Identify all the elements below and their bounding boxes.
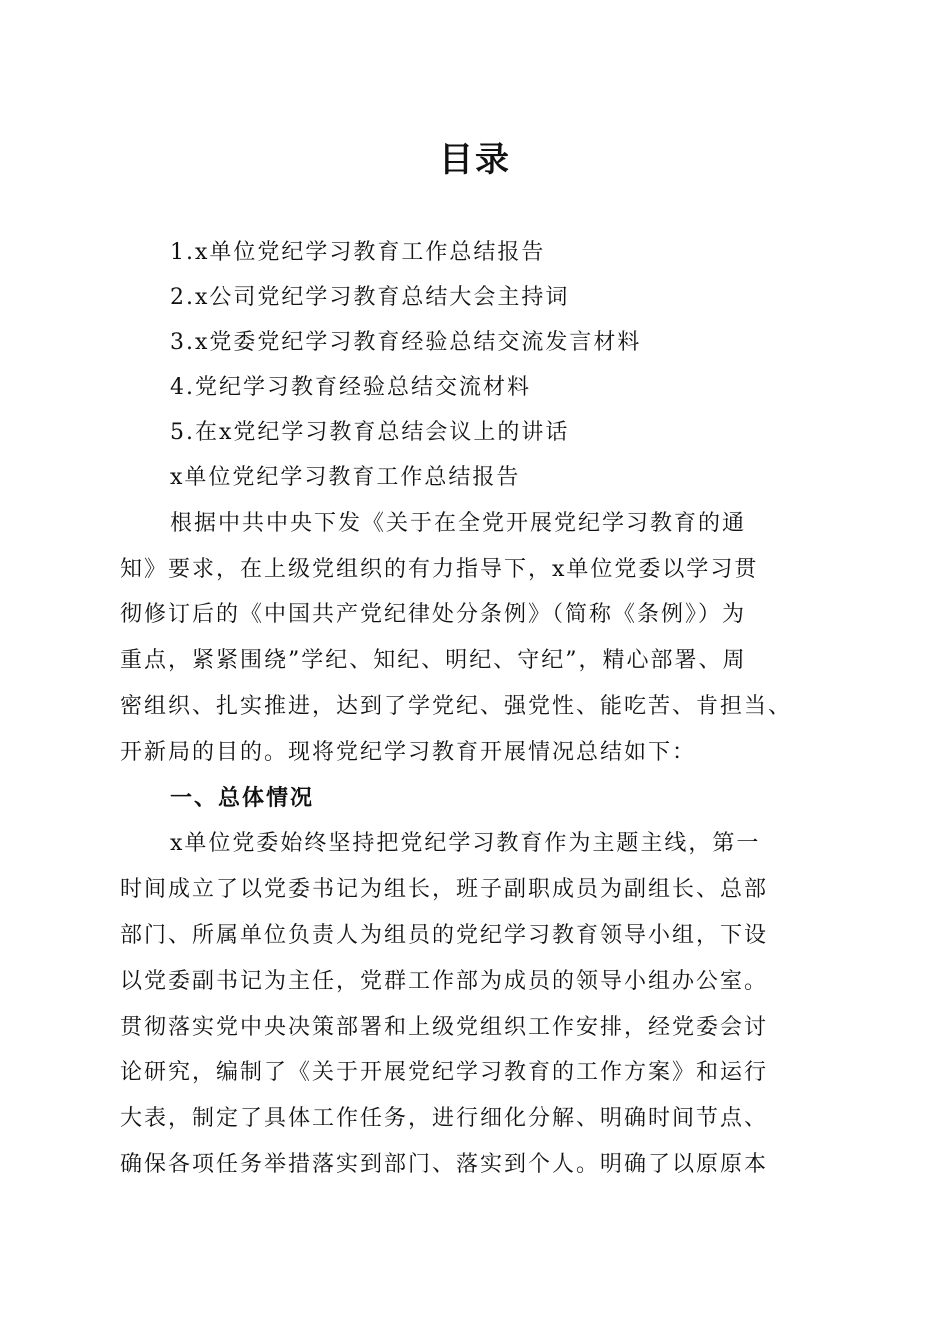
- section-heading: 一、总体情况: [170, 785, 315, 811]
- paragraph-line: 时间成立了以党委书记为组长，班子副职成员为副组长、总部: [120, 877, 769, 903]
- paragraph-line: 论研究，编制了《关于开展党纪学习教育的工作方案》和运行: [120, 1060, 769, 1086]
- toc-item: 4.党纪学习教育经验总结交流材料: [170, 375, 531, 400]
- paragraph-line: 以党委副书记为主任，党群工作部为成员的领导小组办公室。: [120, 968, 769, 994]
- toc-item: 5.在x党纪学习教育总结会议上的讲话: [170, 420, 570, 445]
- paragraph-line: 大表，制定了具体工作任务，进行细化分解、明确时间节点、: [120, 1106, 769, 1132]
- paragraph-line: x单位党委始终坚持把党纪学习教育作为主题主线，第一: [170, 831, 761, 857]
- toc-item: 2.x公司党纪学习教育总结大会主持词: [170, 285, 570, 310]
- paragraph-line: 知》要求，在上级党组织的有力指导下，x单位党委以学习贯: [120, 556, 759, 582]
- article-body: [120, 455, 840, 1188]
- table-of-contents: [170, 230, 870, 455]
- paragraph-line: 根据中共中央下发《关于在全党开展党纪学习教育的通: [170, 510, 747, 536]
- toc-item: 3.x党委党纪学习教育经验总结交流发言材料: [170, 330, 642, 355]
- paragraph-line: 部门、所属单位负责人为组员的党纪学习教育领导小组，下设: [120, 922, 769, 948]
- article-title: x单位党纪学习教育工作总结报告: [170, 465, 521, 490]
- paragraph-line: 开新局的目的。现将党纪学习教育开展情况总结如下：: [120, 739, 697, 765]
- paragraph-line: 贯彻落实党中央决策部署和上级党组织工作安排，经党委会讨: [120, 1014, 769, 1040]
- paragraph-line: 重点，紧紧围绕”学纪、知纪、明纪、守纪”，精心部署、周: [120, 648, 747, 674]
- paragraph-line: 密组织、扎实推进，达到了学党纪、强党性、能吃苦、肯担当、: [120, 693, 793, 719]
- paragraph-line: 彻修订后的《中国共产党纪律处分条例》（简称《条例》）为: [120, 602, 747, 628]
- toc-item: 1.x单位党纪学习教育工作总结报告: [170, 240, 546, 265]
- paragraph-line: 确保各项任务举措落实到部门、落实到个人。明确了以原原本: [120, 1151, 769, 1177]
- toc-title: 目录: [439, 140, 511, 180]
